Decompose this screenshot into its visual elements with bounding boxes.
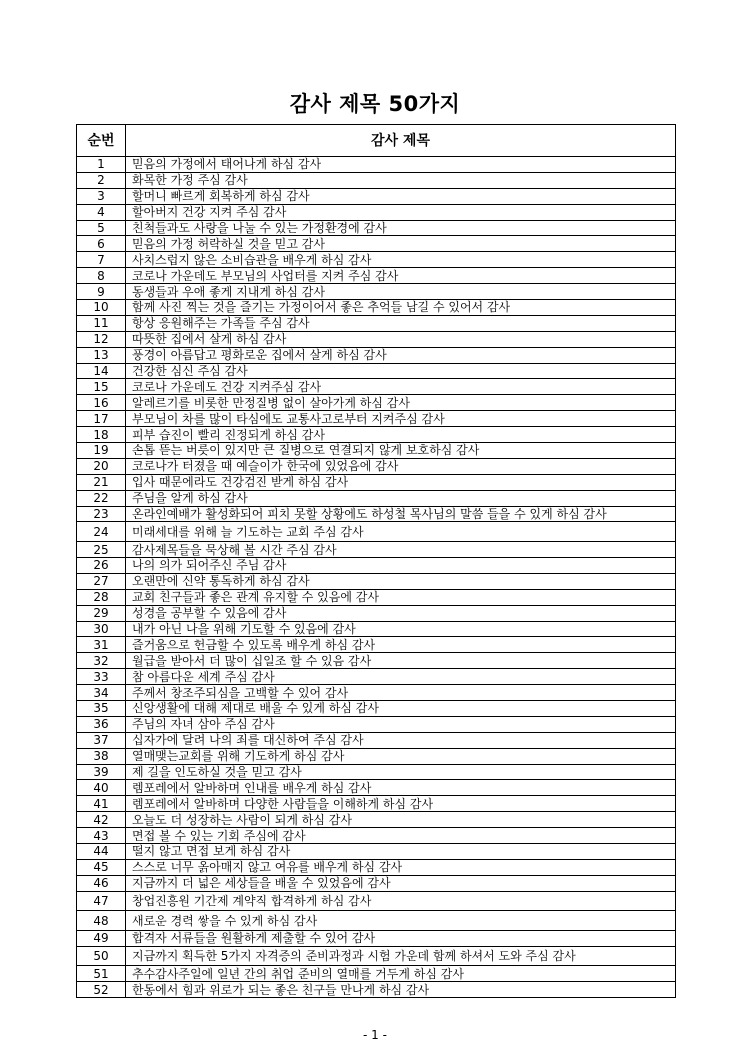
row-number: 33 — [77, 669, 126, 685]
table-row — [77, 557, 676, 573]
row-text: 따뜻한 집에서 살게 하심 감사 — [126, 331, 676, 347]
row-text: 참 아름다운 세계 주심 감사 — [126, 669, 676, 685]
row-text: 주님의 자녀 삼아 주심 감사 — [126, 716, 676, 732]
page-number: - 1 - — [363, 1028, 387, 1042]
row-number: 34 — [77, 685, 126, 701]
row-number: 8 — [77, 268, 126, 284]
row-number: 50 — [77, 946, 126, 966]
row-text: 온라인예배가 활성화되어 피치 못할 상황에도 하성철 목사님의 말씀 들을 수 있게 하심 감사 — [126, 506, 676, 522]
row-number: 30 — [77, 621, 126, 637]
row-number: 14 — [77, 363, 126, 379]
row-number: 38 — [77, 748, 126, 764]
row-number: 48 — [77, 911, 126, 931]
table-row — [77, 653, 676, 669]
document-title: 감사 제목 50가지 — [289, 92, 461, 116]
row-number: 46 — [77, 875, 126, 891]
row-number: 39 — [77, 764, 126, 780]
table-row — [77, 522, 676, 542]
row-number: 18 — [77, 427, 126, 443]
row-text: 함께 사진 찍는 것을 즐기는 가정이어서 좋은 추억들 남길 수 있어서 감사 — [126, 300, 676, 316]
row-number: 12 — [77, 331, 126, 347]
table-row — [77, 764, 676, 780]
table-row — [77, 157, 676, 173]
table-row — [77, 284, 676, 300]
row-number: 44 — [77, 844, 126, 860]
table-row — [77, 411, 676, 427]
table-header-row — [77, 125, 676, 157]
table-row — [77, 458, 676, 474]
row-number: 40 — [77, 780, 126, 796]
table-row — [77, 605, 676, 621]
row-text: 할아버지 건강 지켜 주심 감사 — [126, 204, 676, 220]
header-number: 순번 — [77, 125, 126, 157]
table-row — [77, 474, 676, 490]
table-row — [77, 982, 676, 998]
row-text: 할머니 빠르게 회복하게 하심 감사 — [126, 188, 676, 204]
row-text: 믿음의 가정 허락하실 것을 믿고 감사 — [126, 236, 676, 252]
row-text: 입사 때문에라도 건강검진 받게 하심 감사 — [126, 474, 676, 490]
table-row — [77, 236, 676, 252]
table-row — [77, 911, 676, 931]
table-row — [77, 204, 676, 220]
row-number: 17 — [77, 411, 126, 427]
row-number: 22 — [77, 490, 126, 506]
row-number: 27 — [77, 573, 126, 589]
row-number: 3 — [77, 188, 126, 204]
table-row — [77, 506, 676, 522]
row-text: 코로나 가운데도 부모님의 사업터를 지켜 주심 감사 — [126, 268, 676, 284]
table-row — [77, 395, 676, 411]
row-number: 13 — [77, 347, 126, 363]
row-number: 6 — [77, 236, 126, 252]
row-number: 32 — [77, 653, 126, 669]
row-number: 31 — [77, 637, 126, 653]
row-text: 새로운 경력 쌓을 수 있게 하심 감사 — [126, 911, 676, 931]
row-text: 오랜만에 신약 통독하게 하심 감사 — [126, 573, 676, 589]
row-number: 10 — [77, 300, 126, 316]
row-text: 주님을 알게 하심 감사 — [126, 490, 676, 506]
row-number: 15 — [77, 379, 126, 395]
row-text: 면접 볼 수 있는 기회 주심에 감사 — [126, 828, 676, 844]
row-number: 36 — [77, 716, 126, 732]
row-number: 41 — [77, 796, 126, 812]
row-text: 오늘도 더 성장하는 사람이 되게 하심 감사 — [126, 812, 676, 828]
table-row — [77, 427, 676, 443]
row-number: 1 — [77, 157, 126, 173]
table-row — [77, 828, 676, 844]
table-row — [77, 796, 676, 812]
row-text: 신앙생활에 대해 제대로 배울 수 있게 하심 감사 — [126, 700, 676, 716]
row-text: 제 길을 인도하실 것을 믿고 감사 — [126, 764, 676, 780]
row-text: 내가 아닌 나을 위해 기도할 수 있음에 감사 — [126, 621, 676, 637]
table-row — [77, 252, 676, 268]
row-text: 동생들과 우애 좋게 지내게 하심 감사 — [126, 284, 676, 300]
table-row — [77, 966, 676, 982]
table-row — [77, 589, 676, 605]
row-number: 42 — [77, 812, 126, 828]
table-row — [77, 172, 676, 188]
table-row — [77, 700, 676, 716]
row-number: 21 — [77, 474, 126, 490]
row-text: 코로나가 터졌을 때 예슬이가 한국에 있었음에 감사 — [126, 458, 676, 474]
row-text: 사치스럽지 않은 소비습관을 배우게 하심 감사 — [126, 252, 676, 268]
row-number: 26 — [77, 557, 126, 573]
header-item: 감사 제목 — [126, 125, 676, 157]
table-row — [77, 331, 676, 347]
row-number: 16 — [77, 395, 126, 411]
row-text: 항상 응원해주는 가족들 주심 감사 — [126, 315, 676, 331]
table-row — [77, 946, 676, 966]
row-text: 십자가에 달려 나의 죄를 대신하여 주심 감사 — [126, 732, 676, 748]
table-row — [77, 268, 676, 284]
row-text: 부모님이 차를 많이 타심에도 교통사고로부터 지켜주심 감사 — [126, 411, 676, 427]
row-text: 감사제목들을 묵상해 볼 시간 주심 감사 — [126, 542, 676, 558]
table-row — [77, 859, 676, 875]
table-row — [77, 573, 676, 589]
table-row — [77, 621, 676, 637]
row-text: 즐거움으로 헌금할 수 있도록 배우게 하심 감사 — [126, 637, 676, 653]
row-number: 25 — [77, 542, 126, 558]
table-row — [77, 363, 676, 379]
row-number: 29 — [77, 605, 126, 621]
row-text: 지금까지 더 넓은 세상들을 배울 수 있었음에 감사 — [126, 875, 676, 891]
row-number: 24 — [77, 522, 126, 542]
row-text: 성경을 공부할 수 있음에 감사 — [126, 605, 676, 621]
table-row — [77, 780, 676, 796]
table-row — [77, 220, 676, 236]
row-text: 주께서 창조주되심을 고백할 수 있어 감사 — [126, 685, 676, 701]
table-row — [77, 891, 676, 911]
table-row — [77, 542, 676, 558]
table-row — [77, 930, 676, 946]
row-number: 20 — [77, 458, 126, 474]
row-text: 스스로 너무 옭아매지 않고 여유를 배우게 하심 감사 — [126, 859, 676, 875]
table-row — [77, 732, 676, 748]
table-row — [77, 875, 676, 891]
table-row — [77, 379, 676, 395]
table-row — [77, 685, 676, 701]
row-text: 나의 의가 되어주신 주님 감사 — [126, 557, 676, 573]
row-number: 51 — [77, 966, 126, 982]
row-text: 알레르기를 비롯한 만정질병 없이 살아가게 하심 감사 — [126, 395, 676, 411]
row-text: 합격자 서류들을 원활하게 제출할 수 있어 감사 — [126, 930, 676, 946]
row-text: 추수감사주일에 일년 간의 취업 준비의 열매를 거두게 하심 감사 — [126, 966, 676, 982]
row-number: 37 — [77, 732, 126, 748]
row-number: 23 — [77, 506, 126, 522]
row-text: 화목한 가정 주심 감사 — [126, 172, 676, 188]
row-number: 9 — [77, 284, 126, 300]
table-row — [77, 637, 676, 653]
table-row — [77, 300, 676, 316]
table-row — [77, 188, 676, 204]
row-number: 52 — [77, 982, 126, 998]
row-text: 건강한 심신 주심 감사 — [126, 363, 676, 379]
table-row — [77, 443, 676, 459]
row-text: 한동에서 힘과 위로가 되는 좋은 친구들 만나게 하심 감사 — [126, 982, 676, 998]
row-number: 19 — [77, 443, 126, 459]
row-number: 35 — [77, 700, 126, 716]
row-text: 렘포레에서 알바하며 다양한 사람들을 이해하게 하심 감사 — [126, 796, 676, 812]
table-row — [77, 347, 676, 363]
row-text: 열매맺는교회를 위해 기도하게 하심 감사 — [126, 748, 676, 764]
row-text: 손톱 뜯는 버릇이 있지만 큰 질병으로 연결되지 않게 보호하심 감사 — [126, 443, 676, 459]
row-number: 28 — [77, 589, 126, 605]
row-text: 지금까지 획득한 5가지 자격증의 준비과정과 시험 가운데 함께 하셔서 도와 주심 감사 — [126, 946, 676, 966]
row-number: 7 — [77, 252, 126, 268]
table-body — [77, 157, 676, 998]
row-text: 떨지 않고 면접 보게 하심 감사 — [126, 844, 676, 860]
row-text: 피부 습진이 빨리 진정되게 하심 감사 — [126, 427, 676, 443]
row-text: 풍경이 아름답고 평화로운 집에서 살게 하심 감사 — [126, 347, 676, 363]
row-number: 47 — [77, 891, 126, 911]
table-row — [77, 490, 676, 506]
row-text: 믿음의 가정에서 태어나게 하심 감사 — [126, 157, 676, 173]
table-row — [77, 748, 676, 764]
table-row — [77, 315, 676, 331]
table-row — [77, 716, 676, 732]
row-text: 창업진흥원 기간제 계약직 합격하게 하심 감사 — [126, 891, 676, 911]
row-text: 렘포레에서 알바하며 인내를 배우게 하심 감사 — [126, 780, 676, 796]
row-number: 11 — [77, 315, 126, 331]
row-text: 친척들과도 사랑을 나눌 수 있는 가정환경에 감사 — [126, 220, 676, 236]
table-row — [77, 812, 676, 828]
row-text: 미래세대를 위해 늘 기도하는 교회 주심 감사 — [126, 522, 676, 542]
gratitude-table — [76, 124, 676, 998]
row-number: 43 — [77, 828, 126, 844]
row-number: 45 — [77, 859, 126, 875]
row-text: 월급을 받아서 더 많이 십일조 할 수 있음 감사 — [126, 653, 676, 669]
row-number: 49 — [77, 930, 126, 946]
row-text: 교회 친구들과 좋은 관계 유지할 수 있음에 감사 — [126, 589, 676, 605]
row-number: 2 — [77, 172, 126, 188]
row-number: 5 — [77, 220, 126, 236]
table-row — [77, 669, 676, 685]
row-number: 4 — [77, 204, 126, 220]
row-text: 코로나 가운데도 건강 지켜주심 감사 — [126, 379, 676, 395]
table-row — [77, 844, 676, 860]
